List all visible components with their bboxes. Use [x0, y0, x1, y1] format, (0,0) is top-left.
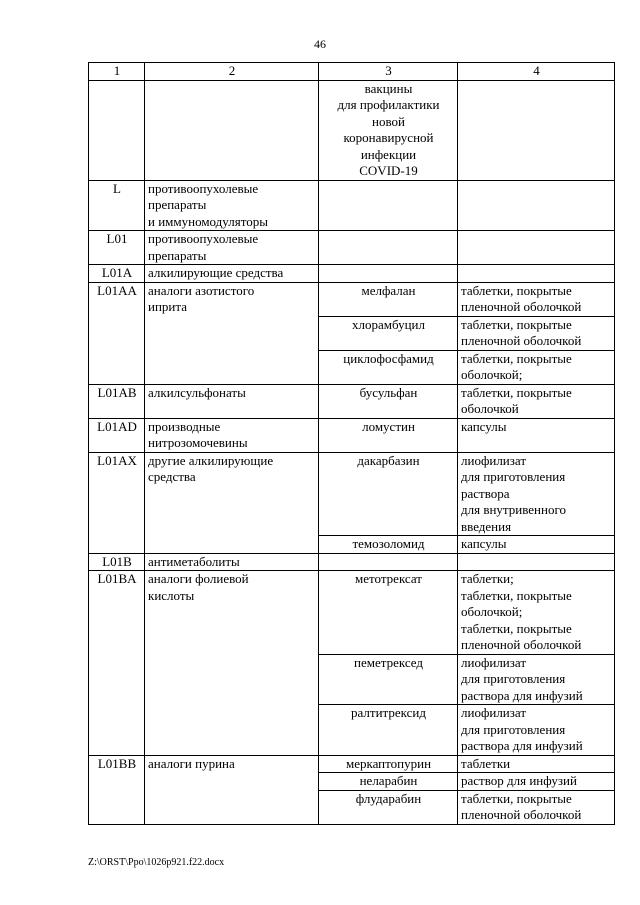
drug-name-cell: ралтитрексид [319, 705, 458, 756]
dosage-form-cell [458, 553, 615, 571]
drug-name-cell [319, 231, 458, 265]
table-row [89, 755, 615, 773]
drug-name-cell: флударабин [319, 790, 458, 824]
table-row [89, 265, 615, 283]
drug-name-cell: бусульфан [319, 384, 458, 418]
drug-name-cell [319, 265, 458, 283]
column-header: 2 [145, 63, 319, 81]
table-header-row [89, 63, 615, 81]
table-row [89, 231, 615, 265]
drug-name-cell: хлорамбуцил [319, 316, 458, 350]
column-header: 4 [458, 63, 615, 81]
drug-name-cell [319, 553, 458, 571]
atc-code-cell: L01BA [89, 571, 145, 756]
atc-group-cell [145, 80, 319, 180]
atc-group-cell: противоопухолевые препараты и иммуномодуляторы [145, 180, 319, 231]
atc-group-cell: производные нитрозомочевины [145, 418, 319, 452]
drug-name-cell: темозоломид [319, 536, 458, 554]
drug-name-cell: метотрексат [319, 571, 458, 655]
atc-code-cell: L01AD [89, 418, 145, 452]
drug-name-cell: меркаптопурин [319, 755, 458, 773]
drug-name-cell [319, 180, 458, 231]
drug-name-cell: дакарбазин [319, 452, 458, 536]
atc-group-cell: аналоги фолиевой кислоты [145, 571, 319, 756]
atc-code-cell: L01A [89, 265, 145, 283]
atc-group-cell: антиметаболиты [145, 553, 319, 571]
atc-code-cell: L [89, 180, 145, 231]
atc-group-cell: аналоги азотистого иприта [145, 282, 319, 384]
atc-group-cell: другие алкилирующие средства [145, 452, 319, 553]
atc-code-cell: L01AX [89, 452, 145, 553]
atc-group-cell: алкилирующие средства [145, 265, 319, 283]
dosage-form-cell [458, 231, 615, 265]
table-row [89, 418, 615, 452]
atc-code-cell [89, 80, 145, 180]
dosage-form-cell: капсулы [458, 536, 615, 554]
drug-name-cell: неларабин [319, 773, 458, 791]
table-row [89, 282, 615, 316]
atc-group-cell: противоопухолевые препараты [145, 231, 319, 265]
table-row [89, 384, 615, 418]
drug-name-cell: вакцины для профилактики новой коронавирусной инфекции COVID-19 [319, 80, 458, 180]
footer-file-path: Z:\ORST\Ppo\1026p921.f22.docx [88, 857, 225, 868]
drug-name-cell: мелфалан [319, 282, 458, 316]
atc-code-cell: L01BB [89, 755, 145, 824]
dosage-form-cell: капсулы [458, 418, 615, 452]
table-row [89, 571, 615, 655]
drug-table [88, 62, 615, 825]
column-header: 3 [319, 63, 458, 81]
dosage-form-cell: таблетки, покрытые пленочной оболочкой [458, 790, 615, 824]
table-row [89, 452, 615, 536]
dosage-form-cell: таблетки, покрытые оболочкой; [458, 350, 615, 384]
dosage-form-cell [458, 265, 615, 283]
dosage-form-cell [458, 80, 615, 180]
table-row [89, 80, 615, 180]
dosage-form-cell: лиофилизат для приготовления раствора для инфузий [458, 705, 615, 756]
atc-code-cell: L01B [89, 553, 145, 571]
dosage-form-cell [458, 180, 615, 231]
atc-code-cell: L01AA [89, 282, 145, 384]
table-row [89, 180, 615, 231]
dosage-form-cell: таблетки, покрытые оболочкой [458, 384, 615, 418]
dosage-form-cell: лиофилизат для приготовления раствора для внутривенного введения [458, 452, 615, 536]
dosage-form-cell: таблетки [458, 755, 615, 773]
atc-group-cell: аналоги пурина [145, 755, 319, 824]
dosage-form-cell: лиофилизат для приготовления раствора для инфузий [458, 654, 615, 705]
drug-name-cell: циклофосфамид [319, 350, 458, 384]
page-number: 46 [314, 37, 326, 51]
drug-name-cell: пеметрексед [319, 654, 458, 705]
dosage-form-cell: раствор для инфузий [458, 773, 615, 791]
atc-code-cell: L01 [89, 231, 145, 265]
dosage-form-cell: таблетки; таблетки, покрытые оболочкой; таблетки, покрытые пленочной оболочкой [458, 571, 615, 655]
dosage-form-cell: таблетки, покрытые пленочной оболочкой [458, 316, 615, 350]
dosage-form-cell: таблетки, покрытые пленочной оболочкой [458, 282, 615, 316]
table-row [89, 553, 615, 571]
atc-group-cell: алкилсульфонаты [145, 384, 319, 418]
drug-name-cell: ломустин [319, 418, 458, 452]
atc-code-cell: L01AB [89, 384, 145, 418]
column-header: 1 [89, 63, 145, 81]
